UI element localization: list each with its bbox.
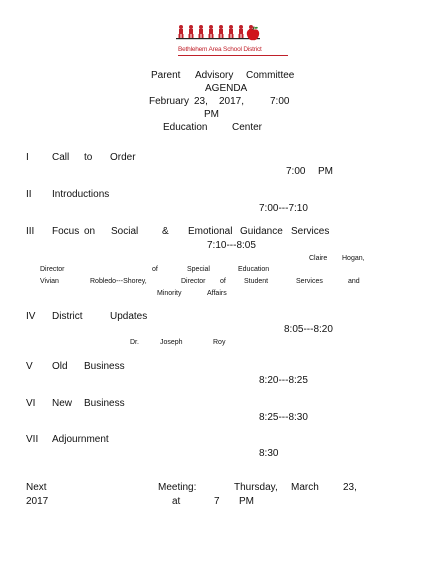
item-number: III: [26, 226, 35, 237]
presenter-word: Joseph: [160, 339, 183, 346]
item-word: Focus: [52, 226, 80, 237]
agenda-title: AGENDA: [205, 83, 248, 94]
item-word: New: [52, 398, 73, 409]
presenter-word: Vivian: [40, 278, 59, 285]
item-time: 8:20---8:25: [259, 375, 308, 386]
item-time: 7:00---7:10: [259, 203, 308, 214]
presenter-word: Student: [244, 278, 269, 285]
header-word: Center: [232, 122, 263, 133]
header-word: Education: [163, 122, 208, 133]
item-word: Old: [52, 361, 68, 372]
item-word: Business: [84, 398, 125, 409]
logo-underline: [178, 55, 288, 56]
item-time: PM: [318, 166, 333, 177]
item-time: 8:05---8:20: [284, 324, 333, 335]
header-word: Committee: [246, 70, 295, 81]
header-word: February: [149, 96, 190, 107]
logo-text: Bethlehem Area School District: [178, 46, 262, 53]
item-word: Order: [110, 152, 136, 163]
presenter-word: Education: [238, 266, 270, 273]
item-word: Services: [291, 226, 330, 237]
presenter-word: of: [220, 278, 226, 285]
header-word: 23,: [194, 96, 208, 107]
item-time: 7:00: [286, 166, 306, 177]
presenter-word: Roy: [213, 339, 226, 346]
item-number: VI: [26, 398, 36, 409]
apple-icon: [246, 26, 260, 42]
presenter-word: Special: [187, 266, 210, 273]
header-word: PM: [204, 109, 219, 120]
presenter-word: and: [348, 278, 360, 285]
presenter-word: Claire: [309, 255, 328, 262]
presenter-word: Director: [40, 266, 65, 273]
item-word: Guidance: [240, 226, 283, 237]
next-meeting-word: PM: [239, 496, 254, 507]
presenter-word: Hogan,: [342, 255, 365, 262]
next-meeting-word: Next: [26, 482, 47, 493]
next-meeting-word: 2017: [26, 496, 49, 507]
presenter-word: Dr.: [130, 339, 139, 346]
item-number: I: [26, 152, 29, 163]
next-meeting-word: at: [172, 496, 181, 507]
next-meeting-word: March: [291, 482, 319, 493]
item-word: Emotional: [188, 226, 233, 237]
item-word: Social: [111, 226, 139, 237]
header-word: 7:00: [270, 96, 290, 107]
item-time: 8:30: [259, 448, 279, 459]
item-word: Introductions: [52, 189, 110, 200]
item-word: on: [84, 226, 96, 237]
item-number: V: [26, 361, 33, 372]
presenter-word: Affairs: [207, 290, 227, 297]
item-word: Updates: [110, 311, 148, 322]
item-number: II: [26, 189, 32, 200]
item-word: Business: [84, 361, 125, 372]
next-meeting-word: 7: [214, 496, 220, 507]
presenter-word: Minority: [157, 290, 182, 297]
presenter-word: Robledo---Shorey,: [90, 278, 147, 285]
presenter-word: Director: [181, 278, 206, 285]
header-word: Parent: [151, 70, 181, 81]
item-word: Call: [52, 152, 70, 163]
next-meeting-word: 23,: [343, 482, 357, 493]
next-meeting-word: Thursday,: [234, 482, 278, 493]
item-number: IV: [26, 311, 36, 322]
item-time: 7:10---8:05: [207, 240, 256, 251]
item-number: VII: [26, 434, 39, 445]
item-word: to: [84, 152, 93, 163]
presenter-word: Services: [296, 278, 323, 285]
presenter-word: of: [152, 266, 158, 273]
header-word: 2017,: [219, 96, 245, 107]
next-meeting-word: Meeting:: [158, 482, 197, 493]
item-word: District: [52, 311, 83, 322]
item-time: 8:25---8:30: [259, 412, 308, 423]
item-word: &: [162, 226, 169, 237]
item-word: Adjournment: [52, 434, 109, 445]
header-word: Advisory: [195, 70, 234, 81]
